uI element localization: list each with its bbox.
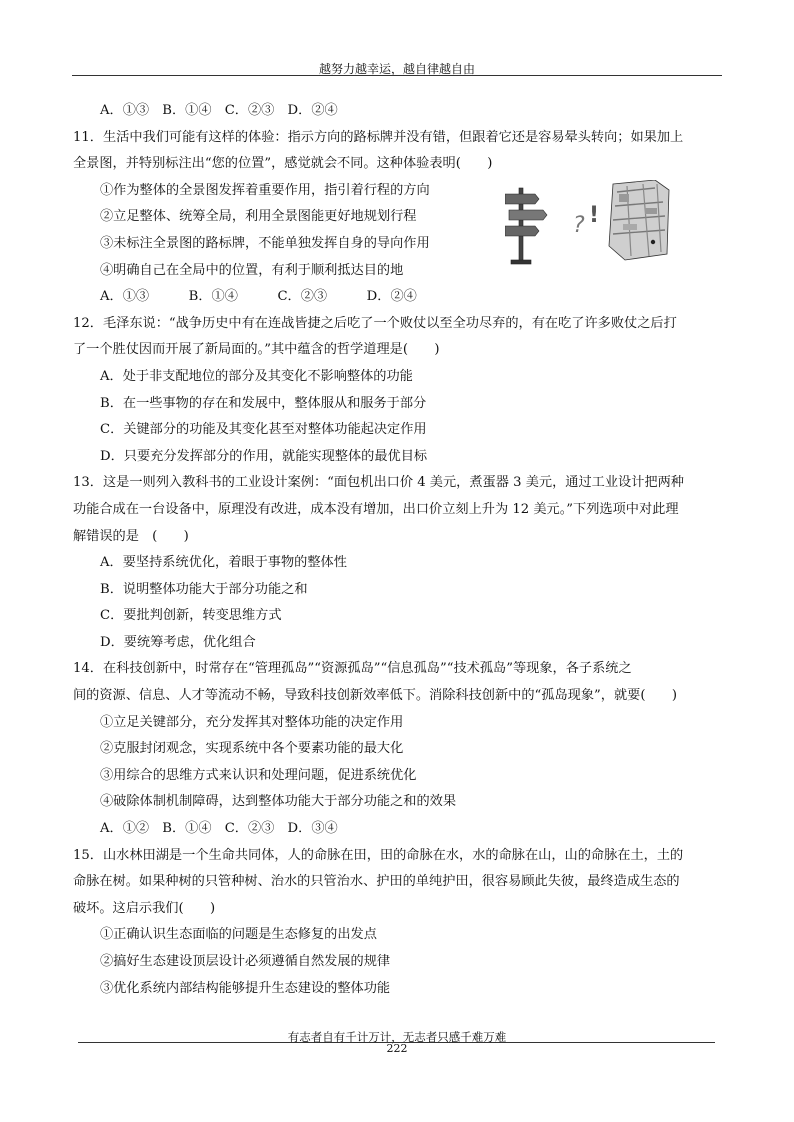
text-line: ④明确自己在全局中的位置，有利于顺利抵达目的地 xyxy=(100,262,404,278)
text-line: 功能合成在一台设备中，原理没有改进，成本没有增加，出口价立刻上升为 12 美元。”下列选项中对此理 xyxy=(73,501,679,517)
text-line: A．处于非支配地位的部分及其变化不影响整体的功能 xyxy=(100,368,413,384)
map-icon xyxy=(609,180,669,260)
text-line: A．要坚持系统优化，着眼于事物的整体性 xyxy=(100,555,347,571)
header-rule xyxy=(72,75,722,76)
text-line: B．在一些事物的存在和发展中，整体服从和服务于部分 xyxy=(100,395,427,411)
svg-text:?: ? xyxy=(573,213,585,238)
signpost-icon xyxy=(505,188,547,264)
text-line: 全景图，并特别标注出“您的位置”，感觉就会不同。这种体验表明( ) xyxy=(73,156,493,172)
text-line: ④破除体制机制障碍，达到整体功能大于部分功能之和的效果 xyxy=(100,794,457,810)
text-line: ②搞好生态建设顶层设计必须遵循自然发展的规律 xyxy=(100,954,391,969)
text-line: C．要批判创新，转变思维方式 xyxy=(100,608,282,624)
text-line: C．关键部分的功能及其变化甚至对整体功能起决定作用 xyxy=(100,422,427,438)
text-line: 间的资源、信息、人才等流动不畅，导致科技创新效率低下。消除科技创新中的“孤岛现象”，就要( ) xyxy=(73,688,678,704)
text-line: D．只要充分发挥部分的作用，就能实现整体的最优目标 xyxy=(100,448,428,464)
text-line: ②克服封闭观念，实现系统中各个要素功能的最大化 xyxy=(100,741,404,757)
text-line: ③未标注全景图的路标牌，不能单独发挥自身的导向作用 xyxy=(100,235,430,251)
text-line: 了一个胜仗因而开展了新局面的。”其中蕴含的哲学道理是( ) xyxy=(73,342,440,358)
text-line: 13．这是一则列入教科书的工业设计案例：“面包机出口价 4 美元，煮蛋器 3 美元，通过工业设计把两种 xyxy=(73,475,684,491)
text-line: A．①② B．①④ C．②③ D．③④ xyxy=(100,821,338,837)
svg-text:!: ! xyxy=(589,203,600,228)
text-line: 命脉在树。如果种树的只管种树、治水的只管治水、护田的单纯护田，很容易顾此失彼，最终造成生态的 xyxy=(73,874,680,890)
text-line: ③用综合的思维方式来认识和处理问题，促进系统优化 xyxy=(100,767,417,783)
page-header-motto: 越努力越幸运，越自律越自由 xyxy=(318,62,475,76)
text-line: ③优化系统内部结构能够提升生态建设的整体功能 xyxy=(100,980,391,996)
text-line: 破坏。这启示我们( ) xyxy=(73,900,216,916)
text-line: 解错误的是 ( ) xyxy=(73,528,189,544)
text-line: ①作为整体的全景图发挥着重要作用，指引着行程的方向 xyxy=(100,182,430,198)
text-line: ①正确认识生态面临的问题是生态修复的出发点 xyxy=(100,927,377,943)
text-line: A．①③ B．①④ C．②③ D．②④ xyxy=(100,103,338,118)
text-line: 15．山水林田湖是一个生命共同体，人的命脉在田，田的命脉在水，水的命脉在山，山的命脉在土，土的 xyxy=(73,847,684,863)
text-line: A．①③ B．①④ C．②③ D．②④ xyxy=(100,289,417,305)
text-line: ①立足关键部分，充分发挥其对整体功能的决定作用 xyxy=(100,714,404,730)
signpost-map-illustration xyxy=(505,180,670,270)
text-line: 14．在科技创新中，时常存在“管理孤岛”“资源孤岛”“信息孤岛”“技术孤岛”等现象，各子系统之 xyxy=(73,661,632,677)
text-line: 12．毛泽东说：“战争历史中有在连战皆捷之后吃了一个败仗以至全功尽弃的，有在吃了许多败仗之后打 xyxy=(73,315,677,331)
text-line: 11．生活中我们可能有这样的体验：指示方向的路标牌并没有错，但跟着它还是容易晕头转向；如果加上 xyxy=(73,129,684,145)
page-footer-motto: 有志者自有千计万计，无志者只感千难万难 xyxy=(287,1030,507,1044)
text-line: ②立足整体、统筹全局，利用全景图能更好地规划行程 xyxy=(100,209,417,225)
page-number: 222 xyxy=(386,1042,408,1055)
text-line: D．要统筹考虑，优化组合 xyxy=(100,634,256,650)
question-mark-icon xyxy=(573,203,599,238)
text-line: B．说明整体功能大于部分功能之和 xyxy=(100,581,308,597)
